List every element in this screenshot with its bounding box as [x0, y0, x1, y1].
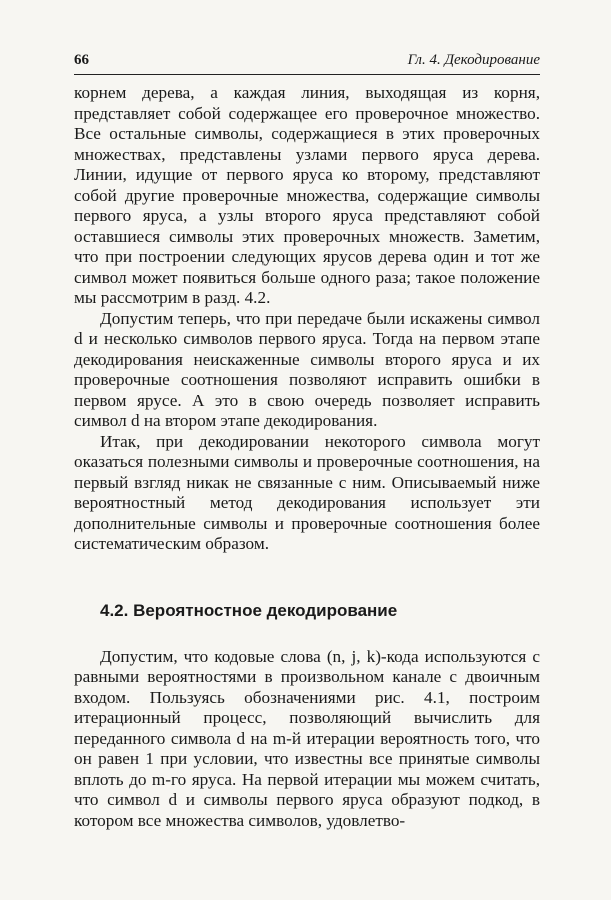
- chapter-title: Гл. 4. Декодирование: [407, 52, 540, 68]
- book-page: [74, 44, 540, 831]
- paragraph-2: Допустим теперь, что при передаче были искажены символ d и несколько символов первого яруса. Тогда на первом этапе декодирования неискаженные символы второго яруса и их проверочные соотношения позволяют исправить ошибки в первом ярусе. А это в свою очередь позволяет исправить символ d на втором этапе декодирования.: [74, 308, 540, 430]
- paragraph-1: корнем дерева, а каждая линия, выходящая из корня, представляет собой содержащее его проверочное множество. Все остальные символы, содержащиеся в этих проверочных множествах, представлены узлами первого яруса дерева. Линии, идущие от первого яруса ко второму, представляют собой другие проверочные множества, содержащие символы первого яруса, а узлы второго яруса представляют собой оставшиеся символы этих проверочных множеств. Заметим, что при построении следующих ярусов дерева один и тот же символ может появиться больше одного раза; такое положение мы рассмотрим в разд. 4.2.: [74, 83, 540, 307]
- page-number: 66: [74, 52, 89, 68]
- section-heading: 4.2. Вероятностное декодирование: [100, 600, 398, 620]
- running-header: [74, 44, 540, 75]
- body-text: [74, 83, 540, 831]
- paragraph-3: Итак, при декодировании некоторого символа могут оказаться полезными символы и проверочные соотношения, на первый взгляд никак не связанные с ним. Описываемый ниже вероятностный метод декодирования использует эти дополнительные символы и проверочные соотношения более систематическим образом.: [74, 431, 540, 553]
- section-paragraph: Допустим, что кодовые слова (n, j, k)-кода используются с равными вероятностями в произвольном канале с двоичным входом. Пользуясь обозначениями рис. 4.1, построим итерационный процесс, позволяющий вычислить для переданного символа d на m-й итерации вероятность того, что он равен 1 при условии, что известны все принятые символы вплоть до m-го яруса. На первой итерации мы можем считать, что символ d и символы первого яруса образуют подкод, в котором все множества символов, удовлетво-: [74, 646, 540, 830]
